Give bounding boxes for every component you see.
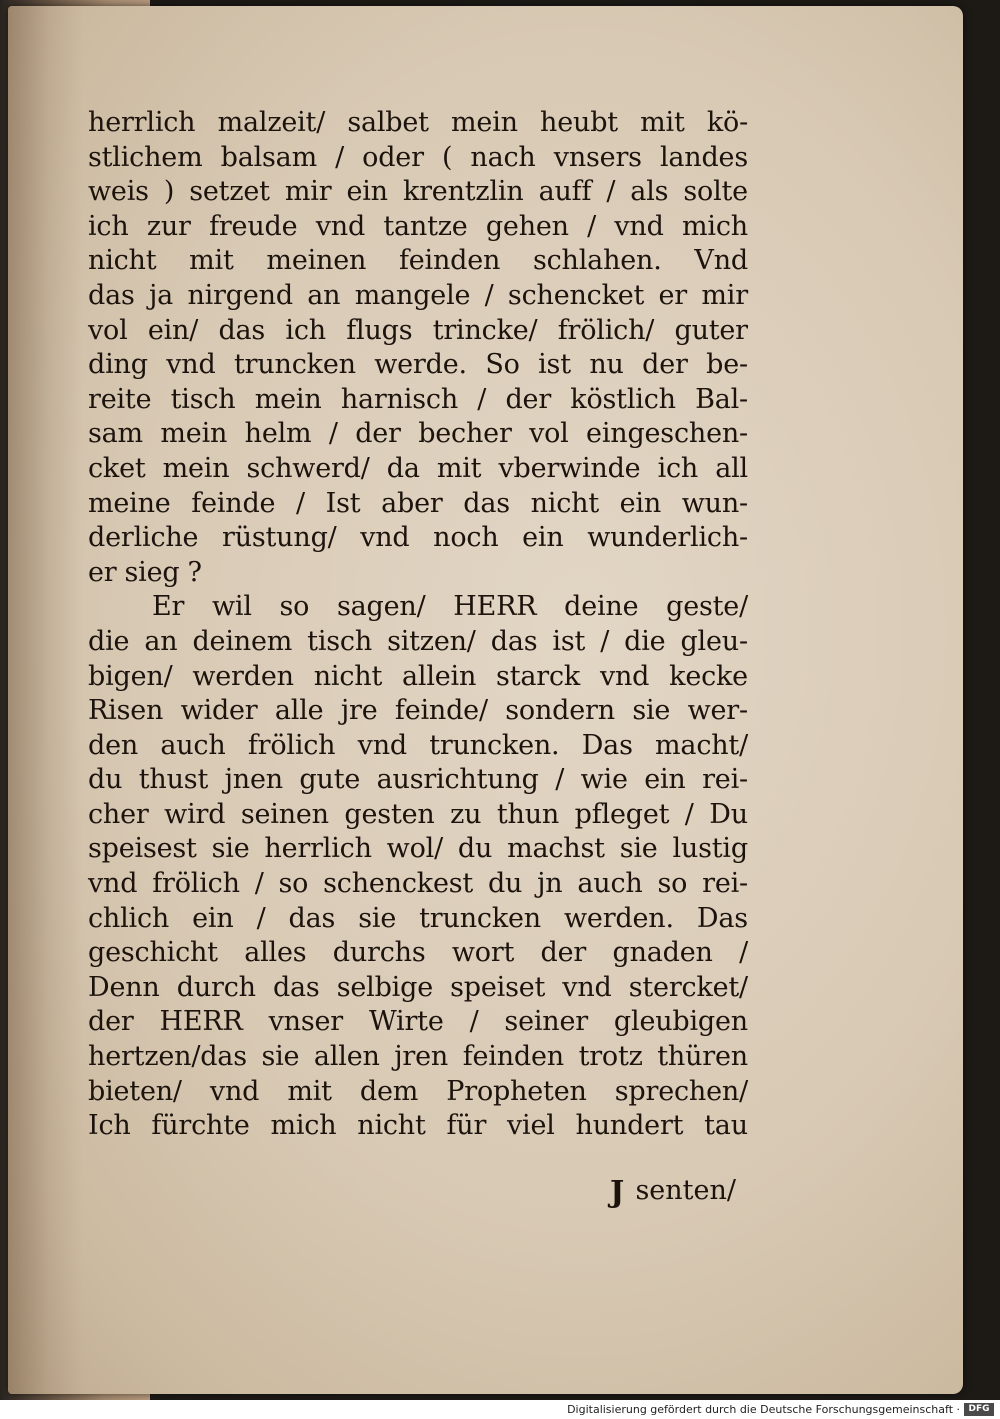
- word: vnsers: [553, 141, 642, 173]
- word: reite: [88, 383, 152, 415]
- word: durchs: [332, 937, 426, 969]
- word: so: [278, 868, 309, 900]
- page-foot: [88, 1175, 736, 1215]
- text-line: [88, 314, 748, 349]
- word: kö-: [706, 107, 748, 138]
- word: ein: [522, 522, 564, 554]
- signature-mark: J: [610, 1175, 625, 1210]
- word: das: [218, 314, 266, 346]
- word: schencket: [507, 279, 645, 311]
- word: malzeit/: [217, 107, 326, 138]
- word: ausrichtung: [376, 764, 539, 796]
- word: mit: [287, 1075, 332, 1107]
- word: So: [485, 349, 520, 381]
- word: das: [490, 625, 538, 657]
- word: lustig: [672, 833, 748, 865]
- word: auff: [538, 176, 592, 208]
- word: krentzlin: [402, 176, 524, 208]
- word: da: [386, 452, 420, 484]
- word: /: [328, 418, 338, 450]
- word: vnd: [88, 868, 138, 900]
- word: helm: [244, 418, 312, 450]
- word: frölich: [247, 729, 336, 761]
- word: köstlich: [570, 383, 676, 415]
- text-line: [88, 660, 748, 695]
- word: Wirte: [368, 1006, 444, 1038]
- text-line: [88, 1040, 748, 1075]
- text-line: [88, 279, 748, 314]
- word: rei-: [702, 868, 748, 900]
- word: sieg: [124, 556, 180, 588]
- word: den: [88, 729, 139, 761]
- word: ich: [88, 210, 129, 242]
- word: macht/: [655, 729, 748, 761]
- word: /: [335, 141, 345, 173]
- word: salbet: [347, 107, 429, 138]
- word: ich: [285, 314, 326, 346]
- word: noch: [433, 522, 499, 554]
- word: weis: [88, 176, 149, 208]
- word: hertzen/das: [88, 1041, 247, 1073]
- word: seinen: [240, 798, 329, 830]
- word: sie: [211, 833, 250, 865]
- word: sagen/: [336, 591, 426, 623]
- text-line: [88, 1109, 748, 1144]
- word: ein: [346, 176, 388, 208]
- word: zu: [450, 798, 482, 830]
- word: geschicht: [88, 937, 218, 969]
- word: HERR: [159, 1006, 243, 1038]
- text-line: [88, 1075, 748, 1110]
- word: kecke: [669, 660, 748, 692]
- word: aber: [381, 487, 443, 519]
- word: wie: [580, 764, 628, 796]
- word: herrlich: [88, 107, 196, 138]
- text-line: [88, 141, 748, 176]
- word: wer-: [687, 695, 748, 727]
- word: guter: [674, 314, 748, 346]
- word: mich: [681, 210, 748, 242]
- word: stlichem: [88, 141, 203, 173]
- word: an: [144, 625, 178, 657]
- word: durch: [176, 971, 256, 1003]
- word: der: [505, 383, 552, 415]
- word: jnen: [224, 764, 283, 796]
- word: geste/: [666, 591, 748, 623]
- word: setzet: [189, 176, 270, 208]
- word: ein/: [147, 314, 199, 346]
- text-line: [88, 487, 748, 522]
- word: selbige: [336, 971, 433, 1003]
- word: solte: [683, 176, 748, 208]
- word: ist: [552, 625, 586, 657]
- text-line: [88, 798, 748, 833]
- word: vnd: [599, 660, 650, 692]
- word: alle: [274, 695, 324, 727]
- text-line: [88, 936, 748, 971]
- text-line: [88, 348, 748, 383]
- word: Das: [696, 902, 748, 934]
- word: feinden: [462, 1041, 564, 1073]
- word: Er: [152, 591, 185, 623]
- word: truncken: [419, 902, 541, 934]
- text-line: [88, 175, 748, 210]
- word: schlahen.: [532, 245, 662, 277]
- word: du: [457, 833, 493, 865]
- word: sie: [261, 1041, 300, 1073]
- word: rei-: [702, 764, 748, 796]
- word: nicht: [313, 660, 383, 692]
- word: /: [256, 902, 266, 934]
- word: heubt: [540, 107, 618, 138]
- word: Vnd: [694, 245, 748, 277]
- word: /: [254, 868, 264, 900]
- word: vnd: [562, 971, 612, 1003]
- word: tisch: [307, 625, 373, 657]
- word: trotz: [578, 1041, 643, 1073]
- word: wider: [180, 695, 258, 727]
- gutter-shadow: [8, 6, 83, 1394]
- word: cher: [88, 798, 149, 830]
- text-line: [88, 867, 748, 902]
- word: feinden: [398, 245, 501, 277]
- text-line: [88, 210, 748, 245]
- word: /: [606, 176, 616, 208]
- word: truncken.: [429, 729, 560, 761]
- text-line: [88, 521, 748, 556]
- word: stercket/: [628, 971, 748, 1003]
- text-line: [88, 694, 748, 729]
- word: hundert: [575, 1110, 684, 1142]
- word: deinem: [192, 625, 293, 657]
- word: thüren: [657, 1041, 748, 1073]
- word: werden: [192, 660, 294, 692]
- word: bieten/: [88, 1075, 182, 1107]
- paragraph-start-line: [88, 590, 748, 625]
- word: ?: [187, 556, 202, 588]
- word: mit: [189, 245, 234, 277]
- word: an: [307, 279, 341, 311]
- word: der: [355, 418, 401, 450]
- word: schwerd/: [246, 452, 370, 484]
- word: der: [88, 1006, 134, 1038]
- word: harnisch: [340, 383, 459, 415]
- word: mir: [701, 279, 748, 311]
- word: gesten: [344, 798, 435, 830]
- word: wort: [451, 937, 515, 969]
- word: tantze: [383, 210, 468, 242]
- footer-bar: [0, 1400, 1000, 1419]
- word: meinen: [266, 245, 367, 277]
- word: wol/: [386, 833, 443, 865]
- word: /: [684, 798, 694, 830]
- word: vol: [88, 314, 128, 346]
- word: feinde/: [394, 695, 488, 727]
- word: (: [441, 141, 453, 173]
- word: nach: [470, 141, 536, 173]
- word: /: [469, 1006, 479, 1038]
- word: ): [163, 176, 175, 208]
- word: so: [657, 868, 688, 900]
- word: vnd: [357, 729, 407, 761]
- text-line: [88, 763, 748, 798]
- word: flugs: [346, 314, 413, 346]
- word: nicht: [357, 1110, 426, 1142]
- word: ding: [88, 349, 148, 381]
- word: der: [642, 349, 688, 381]
- word: nicht: [88, 245, 157, 277]
- word: das: [288, 902, 336, 934]
- word: gehen: [485, 210, 569, 242]
- word: /: [296, 487, 305, 519]
- word: vnd: [360, 522, 410, 554]
- word: becher: [418, 418, 512, 450]
- word: truncken: [234, 349, 356, 381]
- word: Du: [709, 798, 748, 830]
- catchword: senten/: [635, 1175, 736, 1206]
- word: schenckest: [323, 868, 474, 900]
- text-line: [88, 729, 748, 764]
- word: ein: [644, 764, 686, 796]
- word: /: [477, 383, 487, 415]
- text-line: [88, 902, 748, 937]
- word: starck: [496, 660, 581, 692]
- word: chlich: [88, 902, 170, 934]
- word: viel: [507, 1110, 555, 1142]
- word: sam: [88, 418, 143, 450]
- word: vnd: [315, 210, 366, 242]
- word: speisest: [88, 833, 197, 865]
- page-text: [88, 106, 748, 1144]
- word: /: [587, 210, 597, 242]
- word: vberwinde: [498, 452, 641, 484]
- word: tisch: [170, 383, 236, 415]
- word: sprechen/: [614, 1075, 748, 1107]
- word: Bal-: [695, 383, 748, 415]
- word: gleubigen: [613, 1006, 748, 1038]
- word: machst: [507, 833, 605, 865]
- word: balsam: [220, 141, 317, 173]
- word: freude: [209, 210, 298, 242]
- text-line: [88, 452, 748, 487]
- word: Denn: [88, 971, 160, 1003]
- word: feinde: [191, 487, 276, 519]
- word: vnd: [209, 1075, 260, 1107]
- word: seiner: [504, 1006, 588, 1038]
- word: jre: [340, 695, 378, 727]
- word: sie: [619, 833, 658, 865]
- word: vnd: [166, 349, 216, 381]
- word: rüstung/: [221, 522, 337, 554]
- word: das: [272, 971, 320, 1003]
- word: wil: [211, 591, 252, 623]
- dfg-logo: DFG: [964, 1403, 994, 1416]
- word: nu: [589, 349, 624, 381]
- word: die: [624, 625, 666, 657]
- word: vnd: [614, 210, 664, 242]
- word: /: [555, 764, 565, 796]
- word: oder: [362, 141, 424, 173]
- text-line: [88, 106, 748, 141]
- word: alles: [244, 937, 307, 969]
- word: meine: [88, 487, 171, 519]
- word: das: [88, 279, 135, 311]
- word: bigen/: [88, 660, 173, 692]
- word: das: [463, 487, 510, 519]
- word: sitzen/: [387, 625, 476, 657]
- word: Risen: [88, 695, 164, 727]
- word: mich: [270, 1110, 337, 1142]
- word: zur: [146, 210, 191, 242]
- word: gute: [299, 764, 361, 796]
- word: speiset: [450, 971, 546, 1003]
- word: Ist: [325, 487, 361, 519]
- word: thust: [138, 764, 209, 796]
- word: auch: [160, 729, 226, 761]
- word: mangele: [354, 279, 471, 311]
- text-line: [88, 556, 748, 591]
- word: Propheten: [446, 1075, 587, 1107]
- word: ein: [192, 902, 234, 934]
- word: mein: [162, 452, 230, 484]
- word: auch: [577, 868, 643, 900]
- word: sie: [632, 695, 671, 727]
- word: mein: [254, 383, 322, 415]
- word: /: [739, 937, 748, 969]
- word: trincke/: [432, 314, 538, 346]
- word: frölich/: [557, 314, 655, 346]
- word: so: [279, 591, 310, 623]
- word: landes: [659, 141, 748, 173]
- word: Ich: [88, 1110, 131, 1142]
- word: mit: [640, 107, 685, 138]
- text-line: [88, 383, 748, 418]
- word: der: [540, 937, 587, 969]
- word: werden.: [564, 902, 674, 934]
- word: eingeschen-: [586, 418, 748, 450]
- word: die: [88, 625, 130, 657]
- word: mein: [451, 107, 518, 138]
- word: du: [487, 868, 523, 900]
- word: dem: [359, 1075, 419, 1107]
- word: thun: [496, 798, 560, 830]
- word: jren: [394, 1041, 449, 1073]
- text-line: [88, 832, 748, 867]
- funding-notice: Digitalisierung gefördert durch die Deutsche Forschungsgemeinschaft ·: [567, 1403, 960, 1416]
- word: allein: [401, 660, 477, 692]
- word: deine: [564, 591, 639, 623]
- word: gnaden: [612, 937, 713, 969]
- word: ein: [619, 487, 662, 519]
- word: /: [484, 279, 494, 311]
- word: herrlich: [264, 833, 372, 865]
- word: du: [88, 764, 123, 796]
- word: gleu-: [680, 625, 748, 657]
- word: er: [658, 279, 688, 311]
- word: sie: [358, 902, 397, 934]
- word: ja: [149, 279, 174, 311]
- word: /: [600, 625, 610, 657]
- word: er: [88, 556, 117, 588]
- word: ich: [657, 452, 699, 484]
- word: mein: [160, 418, 228, 450]
- word: nirgend: [187, 279, 293, 311]
- word: derliche: [88, 522, 199, 554]
- word: ist: [538, 349, 571, 381]
- word: vol: [529, 418, 569, 450]
- word: fürchte: [151, 1110, 250, 1142]
- word: sondern: [505, 695, 615, 727]
- text-line: [88, 244, 748, 279]
- word: pfleget: [574, 798, 670, 830]
- text-line: [88, 971, 748, 1006]
- word: mit: [436, 452, 482, 484]
- text-line: [88, 1005, 748, 1040]
- word: für: [446, 1110, 487, 1142]
- word: Das: [581, 729, 633, 761]
- word: all: [715, 452, 748, 484]
- word: HERR: [453, 591, 537, 623]
- word: wun-: [681, 487, 748, 519]
- text-line: [88, 417, 748, 452]
- word: wird: [164, 798, 226, 830]
- word: werde.: [374, 349, 467, 381]
- word: allen: [313, 1041, 380, 1073]
- word: vnser: [268, 1006, 343, 1038]
- word: wunderlich-: [587, 522, 748, 554]
- word: frölich: [152, 868, 240, 900]
- word: tau: [704, 1110, 748, 1142]
- word: jn: [537, 868, 563, 900]
- text-line: [88, 625, 748, 660]
- word: cket: [88, 452, 146, 484]
- word: be-: [706, 349, 748, 381]
- word: als: [630, 176, 669, 208]
- word: mir: [284, 176, 332, 208]
- word: nicht: [530, 487, 599, 519]
